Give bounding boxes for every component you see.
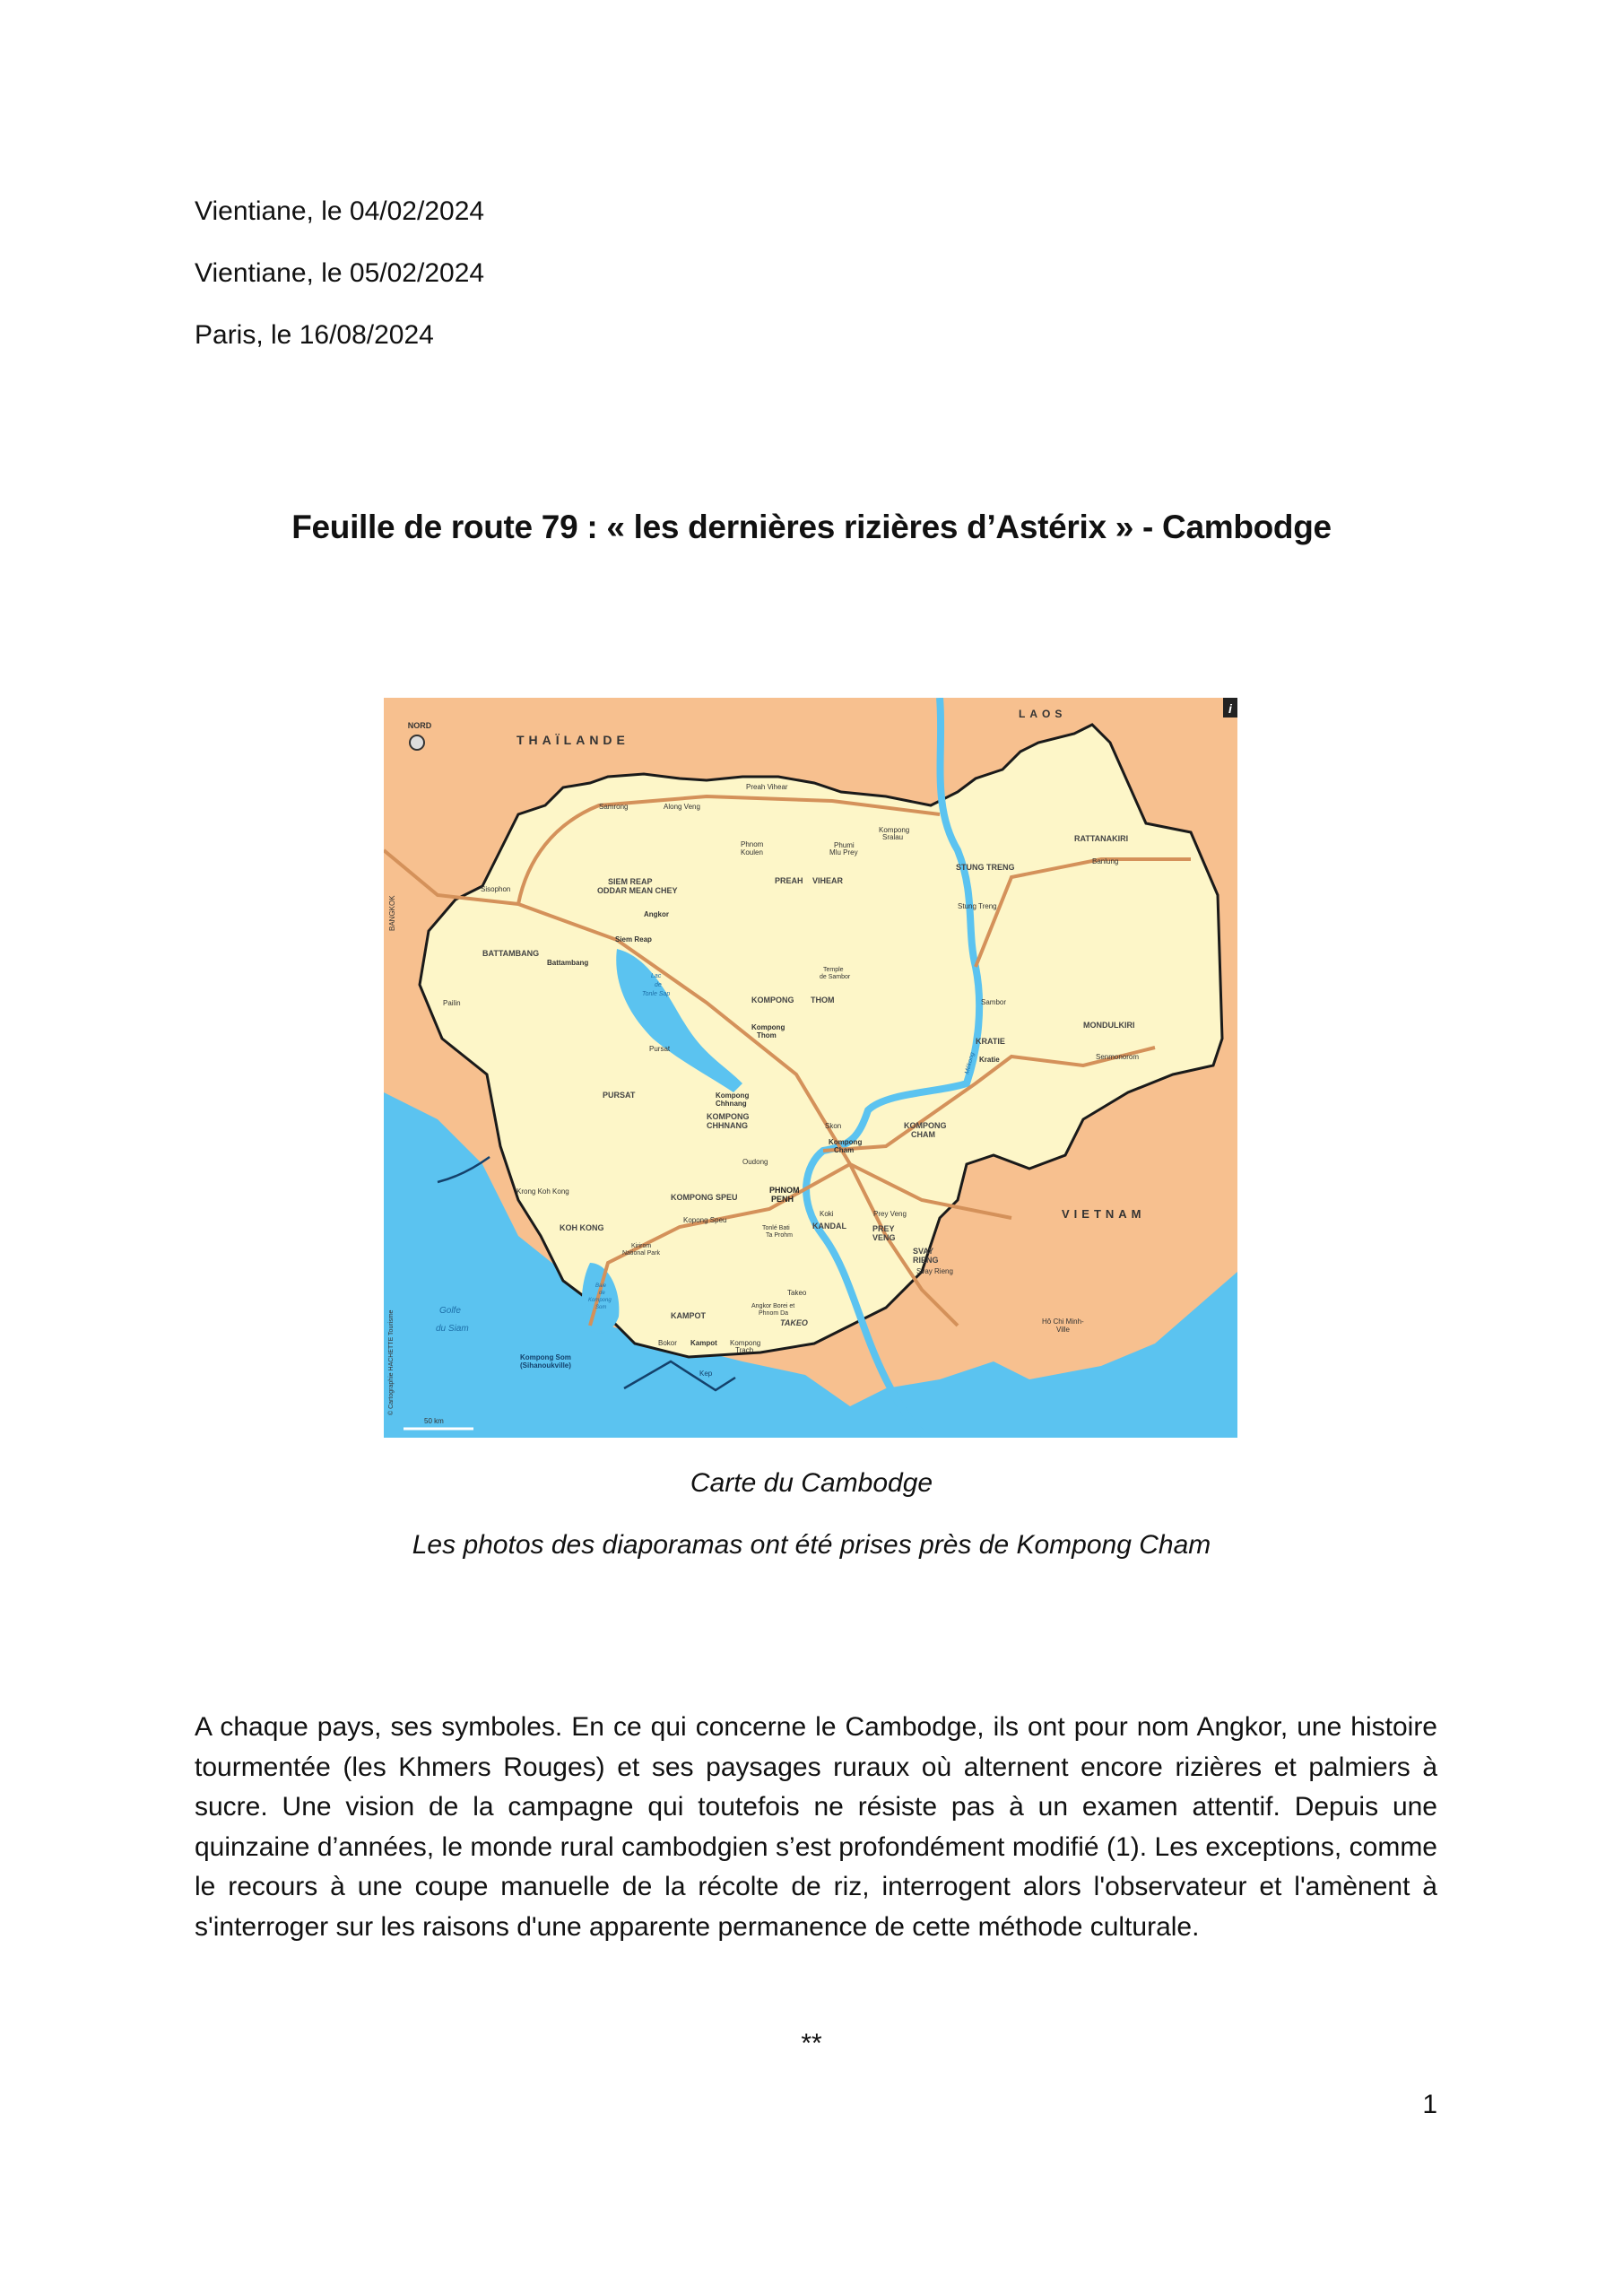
town-label: Kampot <box>690 1339 717 1347</box>
info-badge-label: i <box>1228 701 1232 716</box>
town-label: (Sihanoukville) <box>520 1361 571 1370</box>
town-label: Stung Treng <box>958 902 997 910</box>
province-label: CHAM <box>911 1130 935 1139</box>
lake-label: Lac <box>651 973 662 979</box>
town-label: Trach <box>735 1346 754 1354</box>
bay-label: de <box>599 1291 605 1296</box>
town-label: Ville <box>1056 1326 1070 1334</box>
scale-label: 50 km <box>424 1417 444 1425</box>
date-line: Paris, le 16/08/2024 <box>195 320 434 350</box>
town-label: Phumi <box>834 841 855 849</box>
town-label: Phnom <box>741 840 764 848</box>
date-line: Vientiane, le 04/02/2024 <box>195 196 485 226</box>
province-label: STUNG TRENG <box>956 863 1015 872</box>
province-label: THOM <box>811 996 835 1004</box>
town-label: Kopong Speu <box>683 1216 727 1224</box>
town-label: Samrong <box>599 803 629 811</box>
country-thailand: THAÏLANDE <box>516 733 629 747</box>
section-separator: ** <box>801 2029 822 2058</box>
province-label: SIEM REAP <box>608 877 653 886</box>
town-label: Koulen <box>741 848 763 857</box>
town-label: Preah Vihear <box>746 783 788 791</box>
town-label: Skon <box>825 1122 842 1130</box>
town-label: Hô Chi Minh- <box>1042 1318 1084 1326</box>
province-label: TAKEO <box>780 1318 808 1327</box>
town-label: Kompong <box>716 1091 750 1100</box>
province-label: KOMPONG <box>707 1112 750 1121</box>
town-label: Krong Koh Kong <box>516 1187 569 1196</box>
town-label: Kep <box>699 1370 713 1378</box>
town-label: Koki <box>820 1210 834 1218</box>
town-label: Oudong <box>742 1158 768 1166</box>
town-label: de Sambor <box>820 974 851 980</box>
province-label: VENG <box>872 1233 896 1242</box>
town-label: National Park <box>622 1250 661 1257</box>
town-label: Sisophon <box>481 885 511 893</box>
province-label: KOH KONG <box>560 1223 604 1232</box>
town-label: Pursat <box>649 1045 671 1053</box>
town-label: Temple <box>823 967 844 973</box>
town-label: Siem Reap <box>615 935 652 944</box>
town-label: Angkor <box>644 910 669 918</box>
town-label: Banlung <box>1092 857 1119 865</box>
town-label: Sralau <box>882 833 904 841</box>
town-label: Kompong <box>879 826 910 834</box>
lake-label: Tonle Sap <box>642 991 671 997</box>
page-number: 1 <box>1422 2090 1437 2119</box>
lake-label: de <box>655 982 662 988</box>
photo-caption: Les photos des diaporamas ont été prises près de Kompong Cham <box>412 1530 1211 1560</box>
town-label: Tonlé Bati <box>762 1225 790 1231</box>
province-label: BATTAMBANG <box>482 949 540 958</box>
town-label: Pailin <box>443 999 461 1007</box>
province-label: PREAH <box>775 876 803 885</box>
province-label: RATTANAKIRI <box>1074 834 1129 843</box>
province-label: VIHEAR <box>812 876 844 885</box>
town-label: Angkor Borei et <box>751 1303 795 1309</box>
town-label: Kompong <box>730 1339 761 1347</box>
date-line: Vientiane, le 05/02/2024 <box>195 258 485 288</box>
town-label: Kirirom <box>631 1243 652 1249</box>
town-label: Kompong <box>751 1023 785 1031</box>
bay-label: Som <box>595 1305 607 1310</box>
cambodia-map <box>384 698 1237 1438</box>
bay-label: Kompong <box>588 1298 612 1303</box>
province-label: PENH <box>771 1195 794 1204</box>
province-label: ODDAR MEAN CHEY <box>597 886 678 895</box>
town-label: Senmonorom <box>1096 1053 1140 1061</box>
map-figure <box>384 698 1237 1438</box>
town-label: Kompong <box>829 1138 863 1146</box>
province-label: KOMPONG <box>904 1121 947 1130</box>
province-label: PREY <box>872 1224 895 1233</box>
town-label: Along Veng <box>664 803 700 811</box>
compass-icon <box>410 735 424 750</box>
town-label: Kratie <box>979 1056 1000 1064</box>
town-label: Sambor <box>981 998 1007 1006</box>
province-label: KANDAL <box>812 1222 846 1231</box>
gulf-label: Golfe <box>439 1306 461 1316</box>
body-paragraph: A chaque pays, ses symboles. En ce qui concerne le Cambodge, ils ont pour nom Angkor, une histoire tourmentée (les Khmers Rouges) et ses paysages ruraux où alternent encore rizières et palmiers à sucre. Une vision de la campagne qui toutefois ne résiste pas à un examen attentif. Depuis une quinzaine d’années, le monde rural cambodgien s’est profondément modifié (1). Les exceptions, comme le recours à une coupe manuelle de la récolte de riz, interrogent alors l'observateur et l'amènent à s'interroger sur les raisons d'une apparente permanence de cette méthode culturale. <box>195 1712 1437 1942</box>
town-label: Mlu Prey <box>829 848 858 857</box>
town-label: Chhnang <box>716 1100 747 1108</box>
country-vietnam: VIETNAM <box>1062 1207 1146 1221</box>
province-label: KAMPOT <box>671 1311 706 1320</box>
town-label: Takeo <box>787 1289 807 1297</box>
province-label: MONDULKIRI <box>1083 1021 1135 1030</box>
town-label: Svay Rieng <box>916 1267 953 1275</box>
page-title: Feuille de route 79 : « les dernières rizières d’Astérix » - Cambodge <box>291 509 1332 545</box>
north-label: NORD <box>407 721 432 730</box>
province-label: KOMPONG SPEU <box>671 1193 738 1202</box>
town-label: Phnom Da <box>759 1310 789 1317</box>
province-label: PHNOM <box>769 1186 800 1195</box>
province-label: SVAY <box>913 1247 934 1256</box>
province-label: RIENG <box>913 1256 939 1265</box>
bay-label: Baie <box>595 1283 607 1289</box>
town-label: Ta Prohm <box>766 1232 793 1239</box>
map-caption: Carte du Cambodge <box>690 1468 933 1498</box>
country-laos: LAOS <box>1019 708 1067 720</box>
town-label: Thom <box>757 1031 777 1039</box>
province-label: PURSAT <box>603 1091 636 1100</box>
province-label: KOMPONG <box>751 996 794 1004</box>
gulf-label: du Siam <box>436 1324 469 1334</box>
town-label: Kompong Som <box>520 1353 571 1361</box>
bangkok-label: BANGKOK <box>388 895 396 931</box>
town-label: Cham <box>834 1146 855 1154</box>
copyright: © Cartographie HACHETTE Tourisme <box>388 1309 395 1415</box>
town-label: Bokor <box>658 1339 677 1347</box>
province-label: KRATIE <box>976 1037 1005 1046</box>
river-label: Mékong <box>964 1051 976 1075</box>
town-label: Battambang <box>547 959 589 967</box>
province-label: CHHNANG <box>707 1121 748 1130</box>
town-label: Prey Veng <box>873 1210 907 1218</box>
